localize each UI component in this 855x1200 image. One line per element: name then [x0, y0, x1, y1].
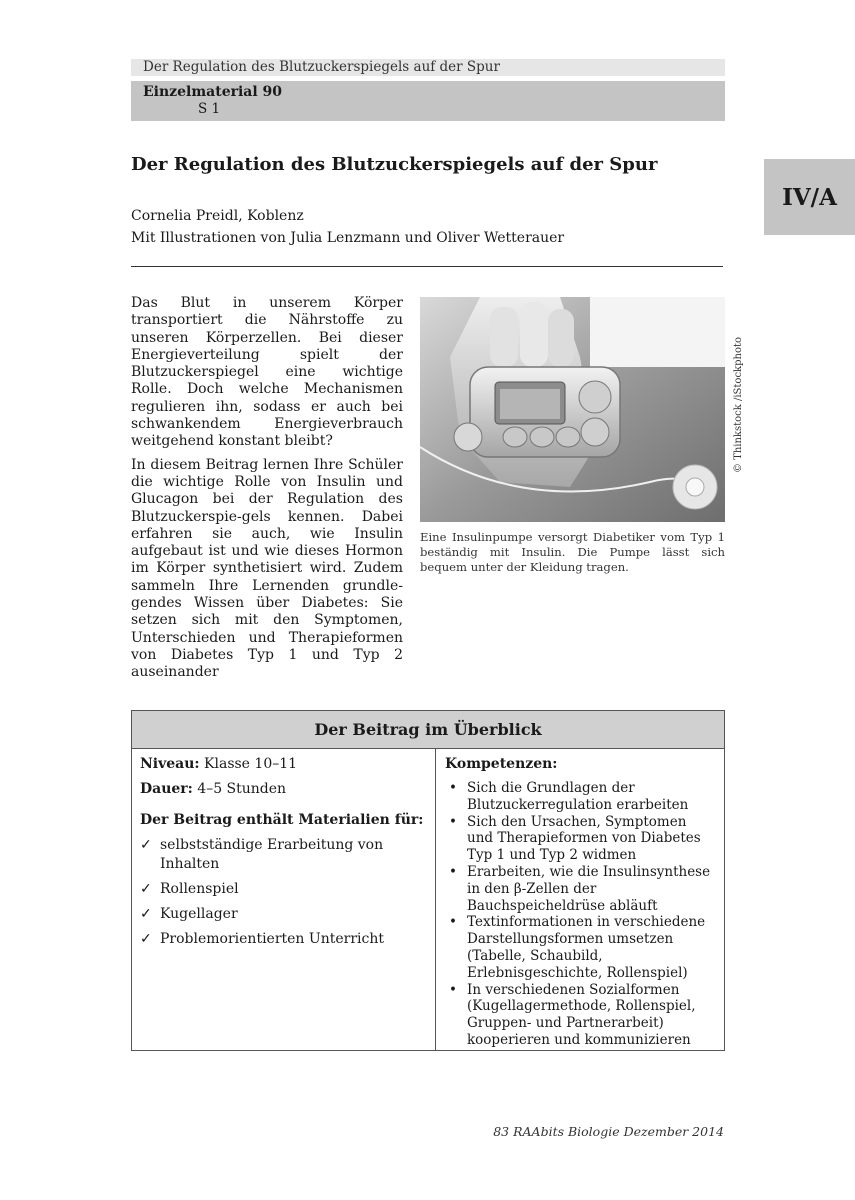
bullet-icon: •	[449, 813, 457, 830]
bullet-icon: •	[449, 914, 457, 931]
material-bar	[131, 81, 725, 121]
check-icon: ✓	[140, 906, 152, 922]
running-head: Der Regulation des Blutzuckerspiegels auf der Spur	[131, 59, 725, 76]
list-item	[445, 914, 716, 981]
dauer-label: Dauer:	[140, 781, 193, 797]
overview-right-column	[437, 749, 724, 1050]
dauer-field	[140, 780, 427, 799]
materials-heading: Der Beitrag enthält Materialien für:	[140, 812, 424, 828]
list-item	[140, 836, 427, 874]
bullet-icon: •	[449, 981, 457, 998]
kompetenz-label: Textinformationen in verschiedene Darstellungsformen umsetzen (Tabelle, Schaubild, Erlebnisgeschichte, Rollenspiel)	[467, 914, 706, 981]
check-icon: ✓	[140, 931, 152, 947]
insulin-pump-illustration	[420, 297, 725, 522]
overview-box	[131, 710, 725, 1051]
title-divider	[131, 266, 723, 267]
kompetenzen-heading: Kompetenzen:	[445, 756, 558, 772]
material-page: S 1	[198, 101, 221, 117]
material-item-label: Rollenspiel	[160, 881, 239, 897]
material-title: Einzelmaterial 90	[143, 84, 283, 100]
niveau-field	[140, 755, 427, 774]
list-item	[445, 982, 716, 1049]
list-item	[445, 814, 716, 864]
author: Cornelia Preidl, Koblenz	[131, 208, 304, 224]
article-title: Der Regulation des Blutzuckerspiegels auf der Spur	[131, 154, 658, 175]
illustrators: Mit Illustrationen von Julia Lenzmann und Oliver Wetterauer	[131, 230, 565, 246]
kompetenz-label: Sich die Grundlagen der Blutzuckerregulation erarbeiten	[467, 780, 689, 813]
list-item	[445, 864, 716, 914]
list-item	[445, 780, 716, 814]
photo-caption: Eine Insulinpumpe versorgt Diabetiker vom Typ 1 beständig mit Insulin. Die Pumpe lässt sich bequem unter der Kleidung tragen.	[420, 530, 725, 574]
kompetenz-label: Erarbeiten, wie die Insulinsynthese in den β-Zellen der Bauchspeicheldrüse abläuft	[467, 863, 711, 914]
bullet-icon: •	[449, 780, 457, 796]
overview-left-column	[132, 749, 436, 1050]
overview-heading: Der Beitrag im Überblick	[132, 711, 724, 749]
bullet-icon: •	[449, 863, 457, 880]
kompetenz-label: Sich den Ursachen, Symptomen und Therapieformen von Diabetes Typ 1 und Typ 2 widmen	[467, 813, 701, 864]
material-item-label: Kugellager	[160, 906, 238, 922]
niveau-label: Niveau:	[140, 756, 200, 772]
list-item	[140, 905, 427, 924]
section-tab: IV/A	[764, 159, 855, 235]
material-item-label: selbstständige Erarbeitung von Inhalten	[160, 837, 384, 872]
page-footer: 83 RAAbits Biologie Dezember 2014	[493, 1124, 724, 1139]
photo-credit: © Thinkstock /iStockphoto	[733, 337, 744, 474]
insulin-pump-photo	[420, 297, 725, 522]
check-icon: ✓	[140, 881, 152, 897]
kompetenz-label: In verschiedenen Sozialformen (Kugellagermethode, Rollenspiel, Gruppen- und Partnerarbeit) kooperieren und kommunizieren	[467, 981, 696, 1048]
intro-text	[131, 295, 403, 688]
list-item	[140, 930, 427, 949]
list-item	[140, 880, 427, 899]
check-icon: ✓	[140, 837, 152, 853]
materials-list	[140, 836, 427, 949]
dauer-value: 4–5 Stunden	[197, 781, 287, 797]
intro-paragraph-2: In diesem Beitrag lernen Ihre Schüler die wichtige Rolle von Insulin und Glucagon bei der Regulation des Blutzuckerspie-gels kennen. Dabei erfahren sie auch, wie Insulin aufgebaut ist und wie dieses Hormon im Körper synthetisiert wird. Zudem sammeln Ihre Lernenden grundle-gendes Wissen über Diabetes: Sie setzen sich mit den Symptomen, Unterschieden und Therapieformen von Diabetes Typ 1 und Typ 2 auseinander	[131, 456, 403, 681]
intro-paragraph-1: Das Blut in unserem Körper transportiert die Nährstoffe zu unseren Körperzellen. Bei dieser Energieverteilung spielt der Blutzuckerspiegel eine wichtige Rolle. Doch welche Mechanismen regulieren ihn, sodass er auch bei schwankendem Energieverbrauch weitgehend konstant bleibt?	[131, 295, 403, 450]
kompetenzen-list	[445, 780, 716, 1049]
material-item-label: Problemorientierten Unterricht	[160, 931, 384, 947]
niveau-value: Klasse 10–11	[204, 756, 298, 772]
